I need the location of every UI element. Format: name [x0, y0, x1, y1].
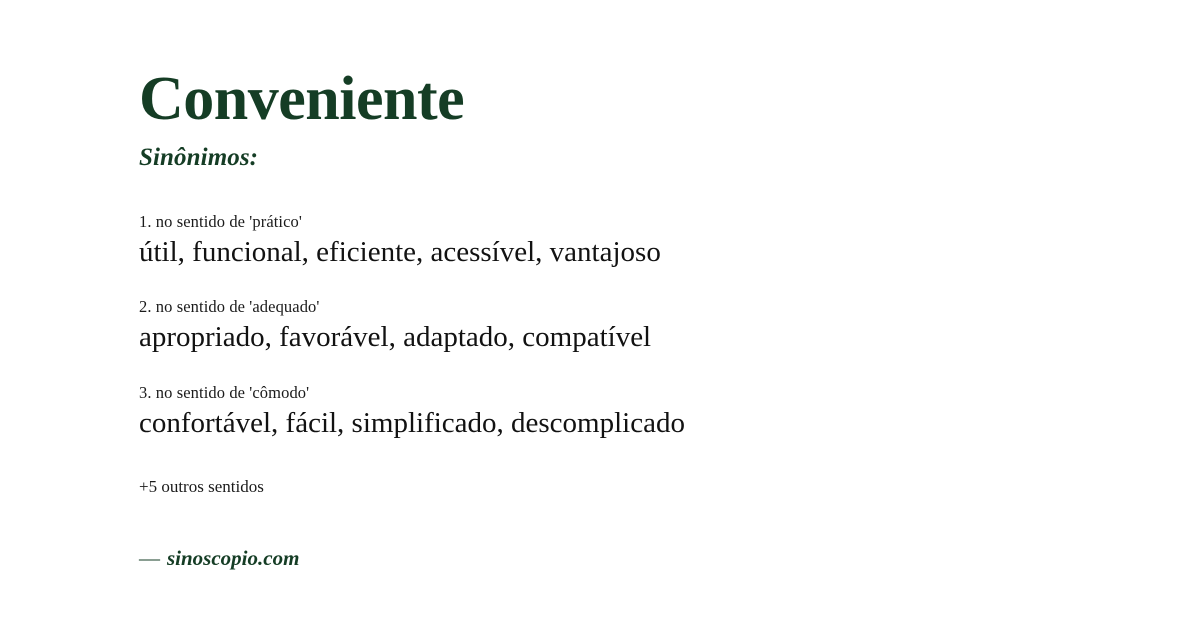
sense-label: 3. no sentido de 'cômodo': [139, 382, 310, 402]
sense-label: 1. no sentido de 'prático': [139, 212, 302, 231]
sense-item: [139, 297, 1200, 355]
synonyms-subtitle: Sinônimos:: [139, 144, 259, 171]
sense-item: [139, 212, 1200, 270]
source-attribution: [139, 546, 1200, 571]
sense-synonyms: útil, funcional, eficiente, acessível, vantajoso: [139, 236, 661, 268]
sense-list: [139, 212, 1200, 441]
more-senses-note: +5 outros sentidos: [139, 476, 264, 496]
sense-label: 2. no sentido de 'adequado': [139, 297, 320, 317]
page-title: Conveniente: [139, 65, 465, 133]
source-name: sinoscopio.com: [167, 545, 300, 570]
sense-item: [139, 383, 1200, 441]
sense-synonyms: apropriado, favorável, adaptado, compatível: [139, 321, 652, 354]
em-dash: —: [139, 545, 160, 570]
sense-synonyms: confortável, fácil, simplificado, descomplicado: [139, 406, 685, 439]
